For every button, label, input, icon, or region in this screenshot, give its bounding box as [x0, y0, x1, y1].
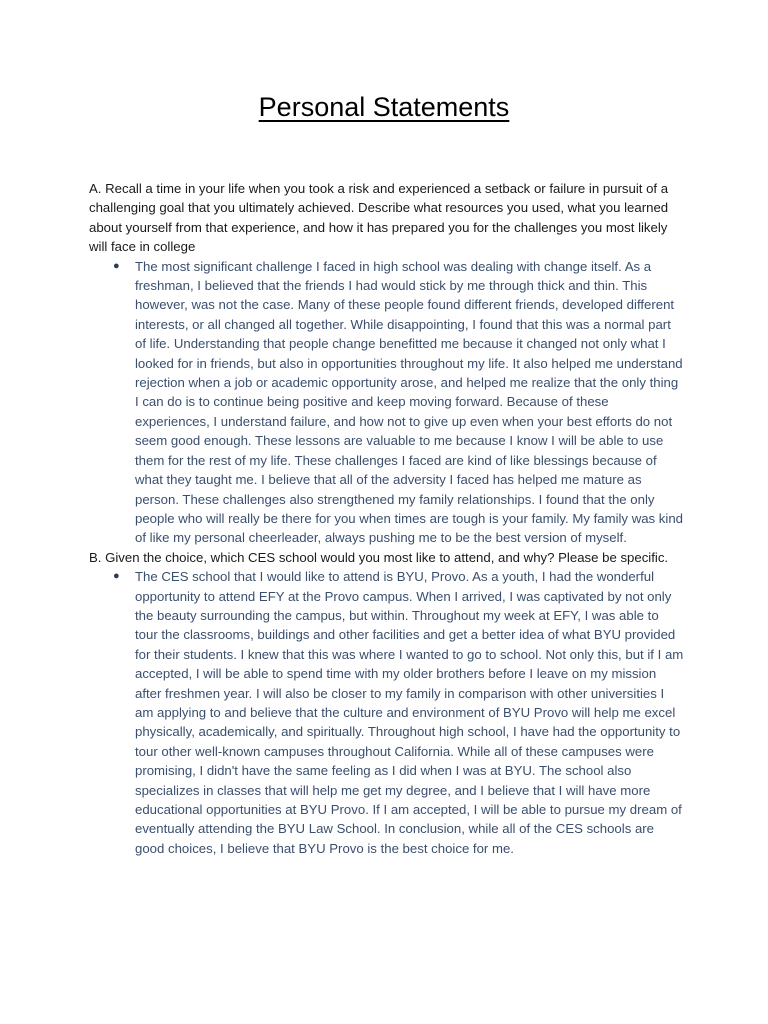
answer-b-text: The CES school that I would like to attend is BYU, Provo. As a youth, I had the wonderful opportunity to attend EFY at the Provo campus. When I arrived, I was captivated by not only the beauty surrounding the campus, but within. Throughout my week at EFY, I was able to tour the classrooms, buildings and other facilities and get a better idea of what BYU provided for their students. I knew that this was where I wanted to go to school. Not only this, but if I am accepted, I will be able to spend time with my older brothers before I leave on my mission after freshmen year. I will also be closer to my family in comparison with other universities I am applying to and believe that the culture and environment of BYU Provo will help me excel physically, academically, and spiritually. Throughout high school, I have had the opportunity to tour other well-known campuses throughout California. While all of these campuses were promising, I didn't have the same feeling as I did when I was at BYU. The school also specializes in classes that will help me get my degree, and I believe that I will have more educational opportunities at BYU Provo. If I am accepted, I will be able to pursue my dream of eventually attending the BYU Law School. In conclusion, while all of the CES schools are good choices, I believe that BYU Provo is the best choice for me. — [135, 569, 684, 856]
question-a: A. Recall a time in your life when you took a risk and experienced a setback or failure in pursuit of a challenging goal that you ultimately achieved. Describe what resources you used, what you learned about yourself from that experience, and how it has prepared you for the challenges you most likely will face in college — [89, 181, 669, 255]
page-title: Personal Statements — [258, 92, 510, 122]
document-body — [89, 179, 685, 858]
section-b — [89, 548, 685, 859]
answer-a-text: The most significant challenge I faced in high school was dealing with change itself. As a freshman, I believed that the friends I had would stick by me through thick and thin. This however, was not the case. Many of these people found different friends, developed different interests, or all changed all together. While disappointing, I found that this was a normal part of life. Understanding that people change benefitted me because it changed not only what I looked for in friends, but also in opportunities throughout my life. It also helped me understand rejection when a job or academic opportunity arose, and helped me realize that the only thing I can do is to continue being positive and keep moving forward. Because of these experiences, I understand failure, and how not to give up even when your best efforts do not seem good enough. These lessons are valuable to me because I know I will be able to use them for the rest of my life. These challenges I faced are kind of like blessings because of what they taught me. I believe that all of the adversity I faced has helped me mature as person. These challenges also strengthened my family relationships. I found that the only people who will really be there for you when times are tough is your family. My family was kind of like my personal cheerleader, always pushing me to be the best version of myself. — [135, 258, 684, 546]
answer-a — [89, 257, 685, 548]
bullet-dot-icon: ● — [113, 570, 120, 583]
answer-list-b — [89, 567, 685, 858]
answer-b — [89, 567, 685, 858]
question-b: B. Given the choice, which CES school would you most like to attend, and why? Please be specific. — [89, 549, 669, 565]
answer-list-a — [89, 257, 685, 548]
bullet-dot-icon: ● — [113, 259, 120, 272]
section-a — [89, 179, 685, 548]
